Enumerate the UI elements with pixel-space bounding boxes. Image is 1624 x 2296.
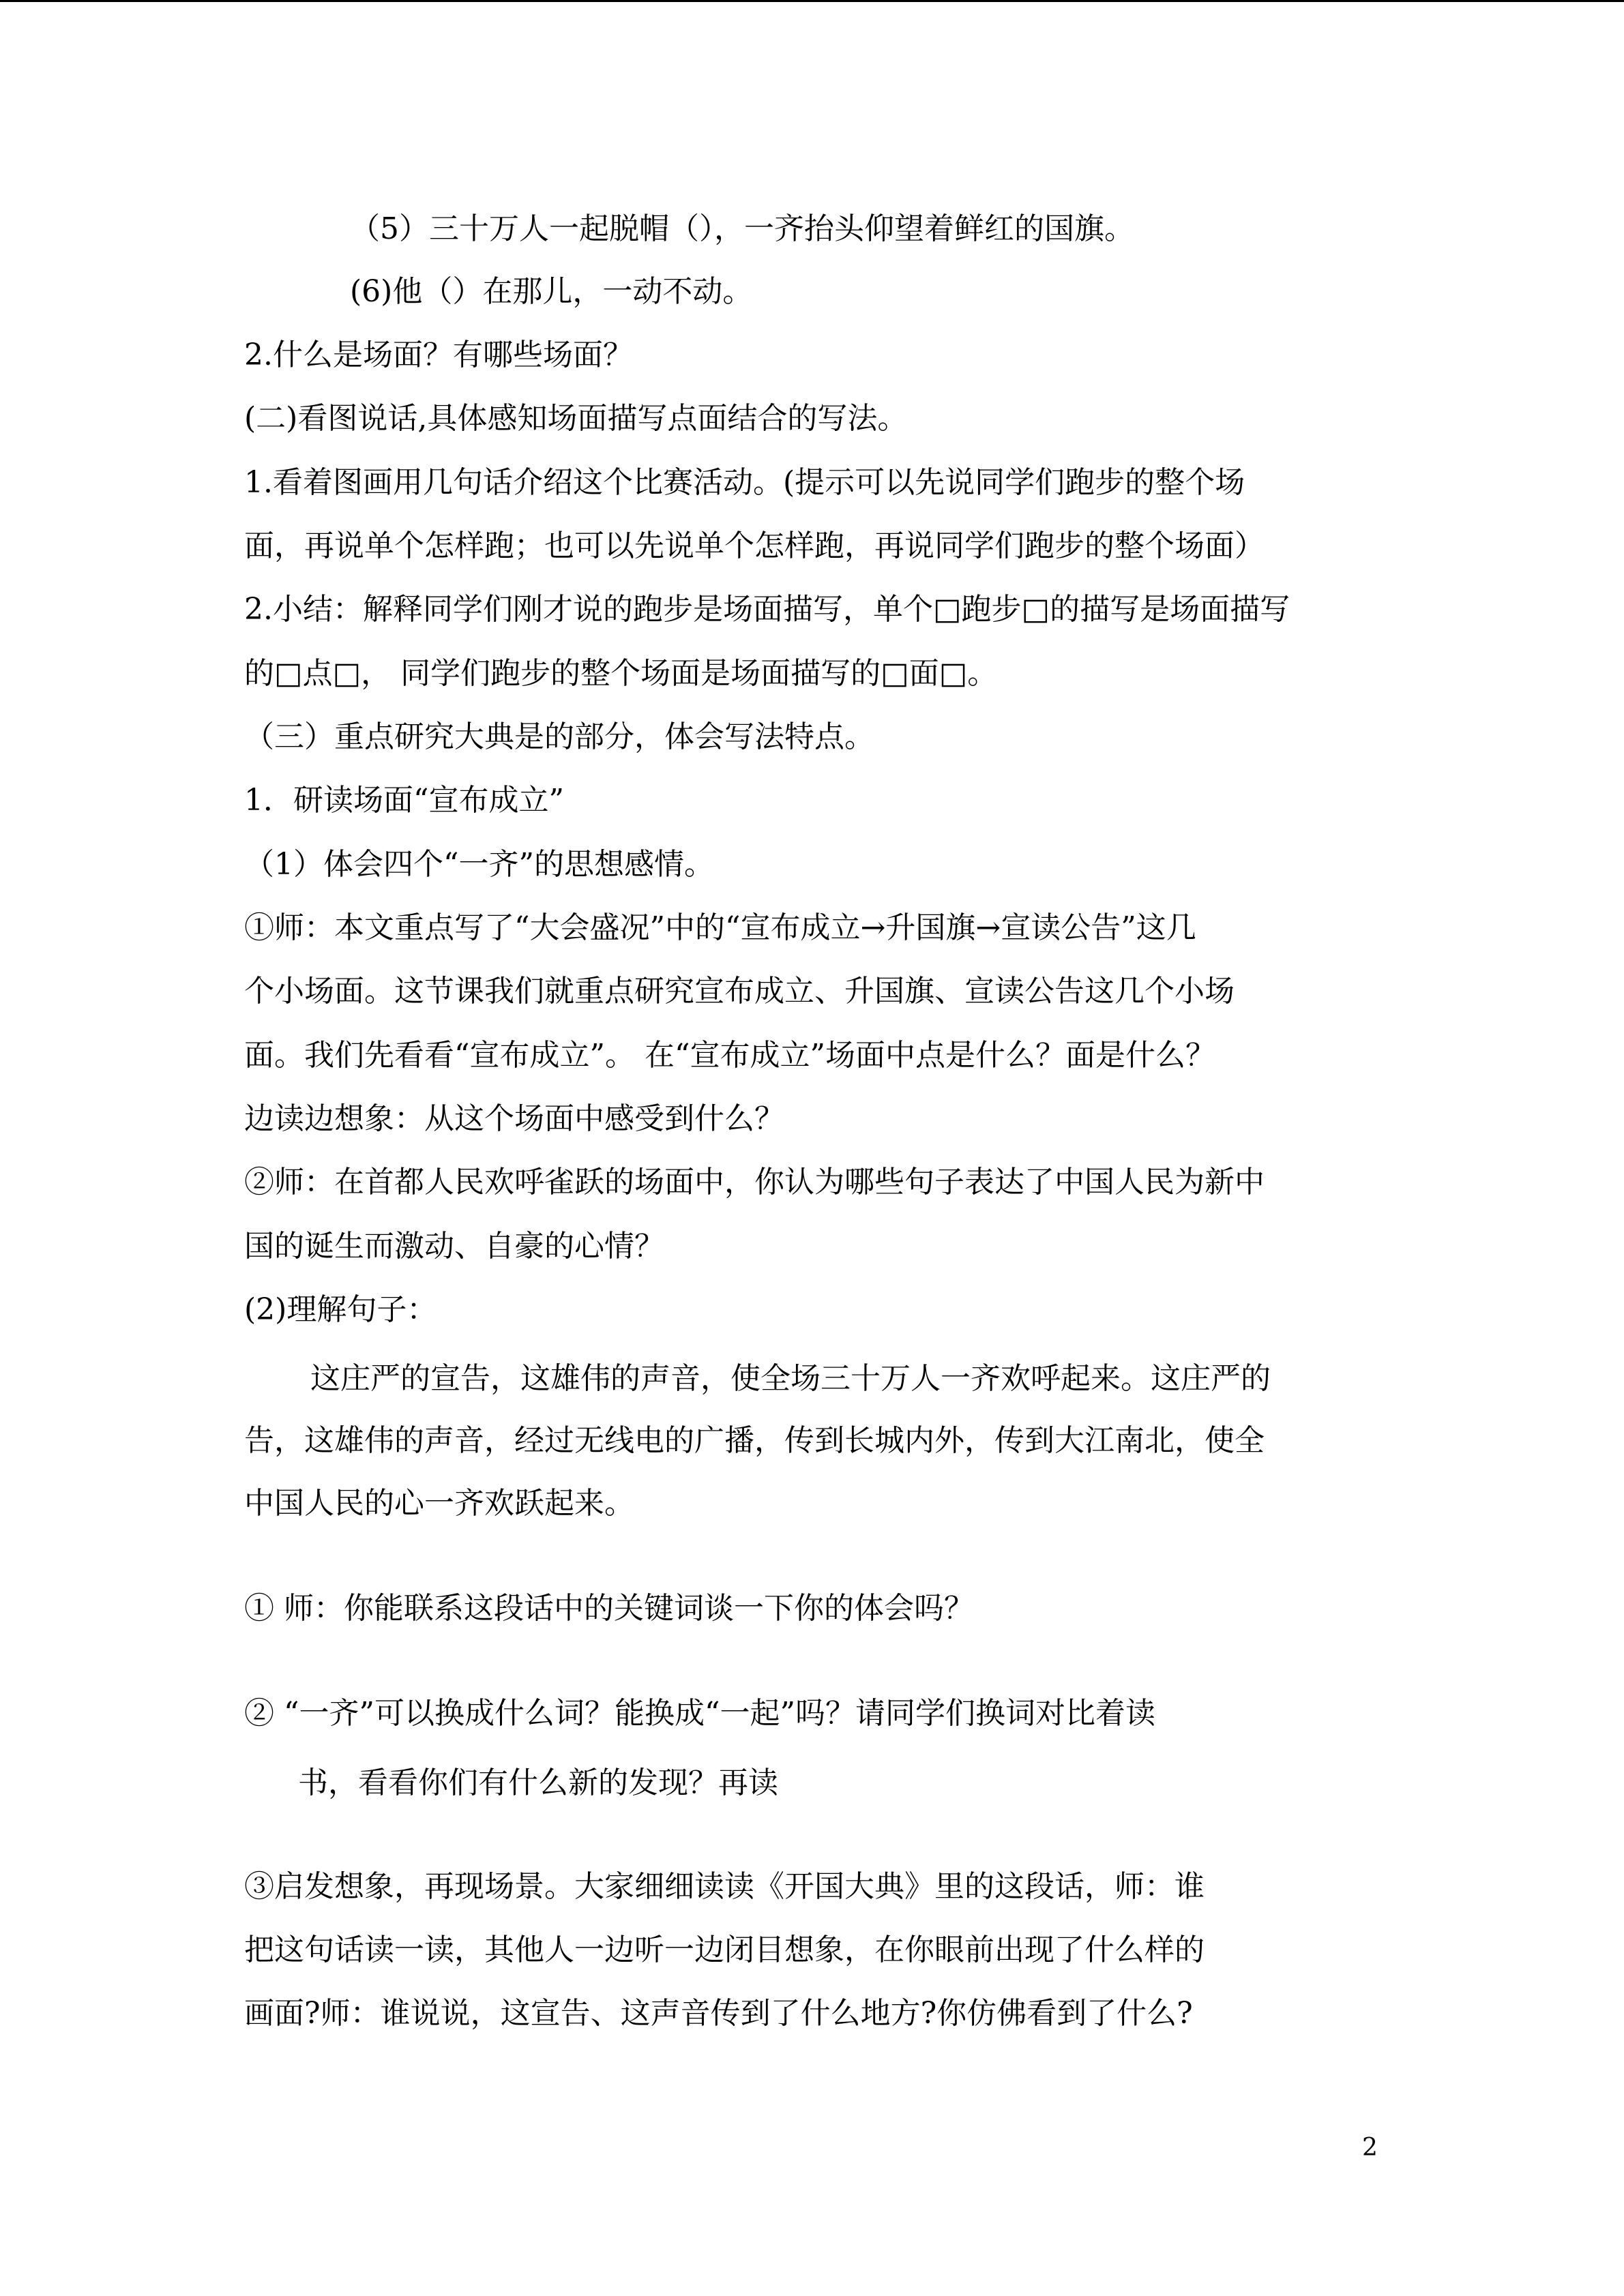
- subheading-study-scene: 1．研读场面“宣布成立”: [244, 783, 564, 818]
- quote-line-2: 告，这雄伟的声音，经过无线电的广播，传到长城内外，传到大江南北，使全: [244, 1423, 1265, 1458]
- text-line-teacher-1c: 面。我们先看看“宣布成立”。 在“宣布成立”场面中点是什么？面是什么？: [244, 1038, 1215, 1073]
- quote-line-3: 中国人民的心一齐欢跃起来。: [244, 1486, 634, 1521]
- text-line-activity-1b: 面，再说单个怎样跑；也可以先说单个怎样跑，再说同学们跑步的整个场面）: [244, 528, 1265, 563]
- text-line-imagine-c: 画面?师：谁说说，这宣告、这声音传到了什么地方?你仿佛看到了什么?: [244, 1996, 1193, 2031]
- page-number: 2: [1362, 2134, 1378, 2162]
- text-line-substitute-a: ② “一齐”可以换成什么词？能换成“一起”吗？请同学们换词对比着读: [244, 1696, 1155, 1731]
- section-heading-2: (二)看图说话,具体感知场面描写点面结合的写法。: [244, 401, 908, 436]
- text-line-understand: (2)理解句子：: [244, 1292, 437, 1327]
- text-line-keyword-question: ① 师：你能联系这段话中的关键词谈一下你的体会吗？: [244, 1591, 974, 1626]
- text-line-teacher-1d: 边读边想象：从这个场面中感受到什么？: [244, 1101, 784, 1136]
- text-line-teacher-2b: 国的诞生而激动、自豪的心情？: [244, 1229, 664, 1264]
- text-line-teacher-1a: ①师：本文重点写了“大会盛况”中的“宣布成立→升国旗→宣读公告”这几: [244, 910, 1196, 945]
- text-line-question-scene: 2.什么是场面？有哪些场面？: [244, 338, 633, 372]
- page-top-border: [0, 0, 1624, 2]
- quote-line-1: 这庄严的宣告，这雄伟的声音，使全场三十万人一齐欢呼起来。这庄严的: [310, 1361, 1271, 1396]
- text-line-exercise-5: （5）三十万人一起脱帽（），一齐抬头仰望着鲜红的国旗。: [350, 211, 1134, 246]
- text-line-activity-1a: 1.看着图画用几句话介绍这个比赛活动。(提示可以先说同学们跑步的整个场: [244, 465, 1245, 500]
- text-line-feelings: （1）体会四个“一齐”的思想感情。: [244, 847, 714, 882]
- text-line-substitute-b: 书，看看你们有什么新的发现？再读: [298, 1765, 778, 1800]
- section-heading-3: （三）重点研究大典是的部分，体会写法特点。: [244, 719, 874, 754]
- text-line-teacher-1b: 个小场面。这节课我们就重点研究宣布成立、升国旗、宣读公告这几个小场: [244, 974, 1235, 1009]
- text-line-imagine-b: 把这句话读一读，其他人一边听一边闭目想象，在你眼前出现了什么样的: [244, 1933, 1205, 1967]
- text-line-summary-b: 的□点□， 同学们跑步的整个场面是场面描写的□面□。: [244, 656, 998, 691]
- text-line-teacher-2a: ②师：在首都人民欢呼雀跃的场面中，你认为哪些句子表达了中国人民为新中: [244, 1165, 1265, 1199]
- text-line-imagine-a: ③启发想象，再现场景。大家细细读读《开国大典》里的这段话，师：谁: [244, 1869, 1205, 1904]
- text-line-exercise-6: (6)他（）在那儿，一动不动。: [350, 274, 753, 309]
- text-line-summary-a: 2.小结：解释同学们刚才说的跑步是场面描写，单个□跑步□的描写是场面描写: [244, 592, 1290, 627]
